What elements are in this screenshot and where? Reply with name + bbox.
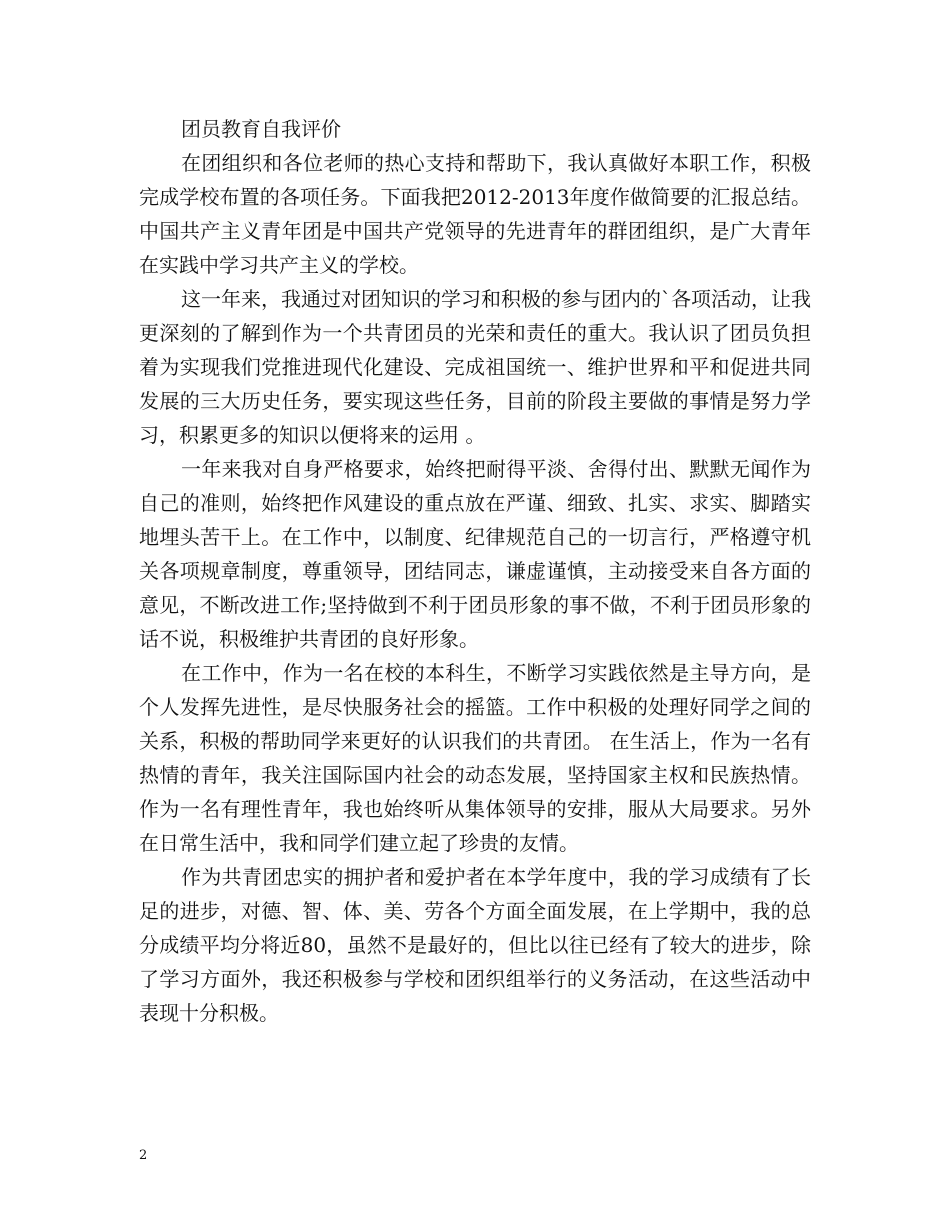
document-title: 团员教育自我评价 (181, 117, 341, 141)
paragraph-2: 这一年来，我通过对团知识的学习和积极的参与团内的`各项活动，让我更深刻的了解到作为一个共青团员的光荣和责任的重大。我认识了团员负担着为实现我们党推进现代化建设、完成祖国统一、维护世界和平和促进共同发展的三大历史任务，要实现这些任务，目前的阶段主要做的事情是努力学习，积累更多的知识以便将来的运用 。 (139, 287, 811, 447)
page-number: 2 (139, 1148, 148, 1163)
document-body (139, 112, 811, 1030)
paragraph-4: 在工作中，作为一名在校的本科生，不断学习实践依然是主导方向，是个人发挥先进性，是尽快服务社会的摇篮。工作中积极的处理好同学之间的关系，积极的帮助同学来更好的认识我们的共青团。 在生活上，作为一名有热情的青年，我关注国际国内社会的动态发展，坚持国家主权和民族热情。作为一名有理性青年，我也始终听从集体领导的安排，服从大局要求。另外在日常生活中，我和同学们建立起了珍贵的友情。 (139, 661, 811, 855)
paragraph-1: 在团组织和各位老师的热心支持和帮助下，我认真做好本职工作，积极完成学校布置的各项任务。下面我把2012-2013年度作做简要的汇报总结。 中国共产主义青年团是中国共产党领导的先进青年的群团组织，是广大青年在实践中学习共产主义的学校。 (139, 151, 811, 277)
paragraph-5: 作为共青团忠实的拥护者和爱护者在本学年度中，我的学习成绩有了长足的进步，对德、智、体、美、劳各个方面全面发展，在上学期中，我的总分成绩平均分将近80，虽然不是最好的，但比以往已经有了较大的进步，除了学习方面外，我还积极参与学校和团织组举行的义务活动，在这些活动中表现十分积极。 (139, 865, 811, 1025)
paragraph-3: 一年来我对自身严格要求，始终把耐得平淡、舍得付出、默默无闻作为自己的准则，始终把作风建设的重点放在严谨、细致、扎实、求实、脚踏实地埋头苦干上。在工作中，以制度、纪律规范自己的一切言行，严格遵守机关各项规章制度，尊重领导，团结同志，谦虚谨慎，主动接受来自各方面的意见，不断改进工作;坚持做到不利于团员形象的事不做，不利于团员形象的话不说，积极维护共青团的良好形象。 (139, 457, 811, 651)
